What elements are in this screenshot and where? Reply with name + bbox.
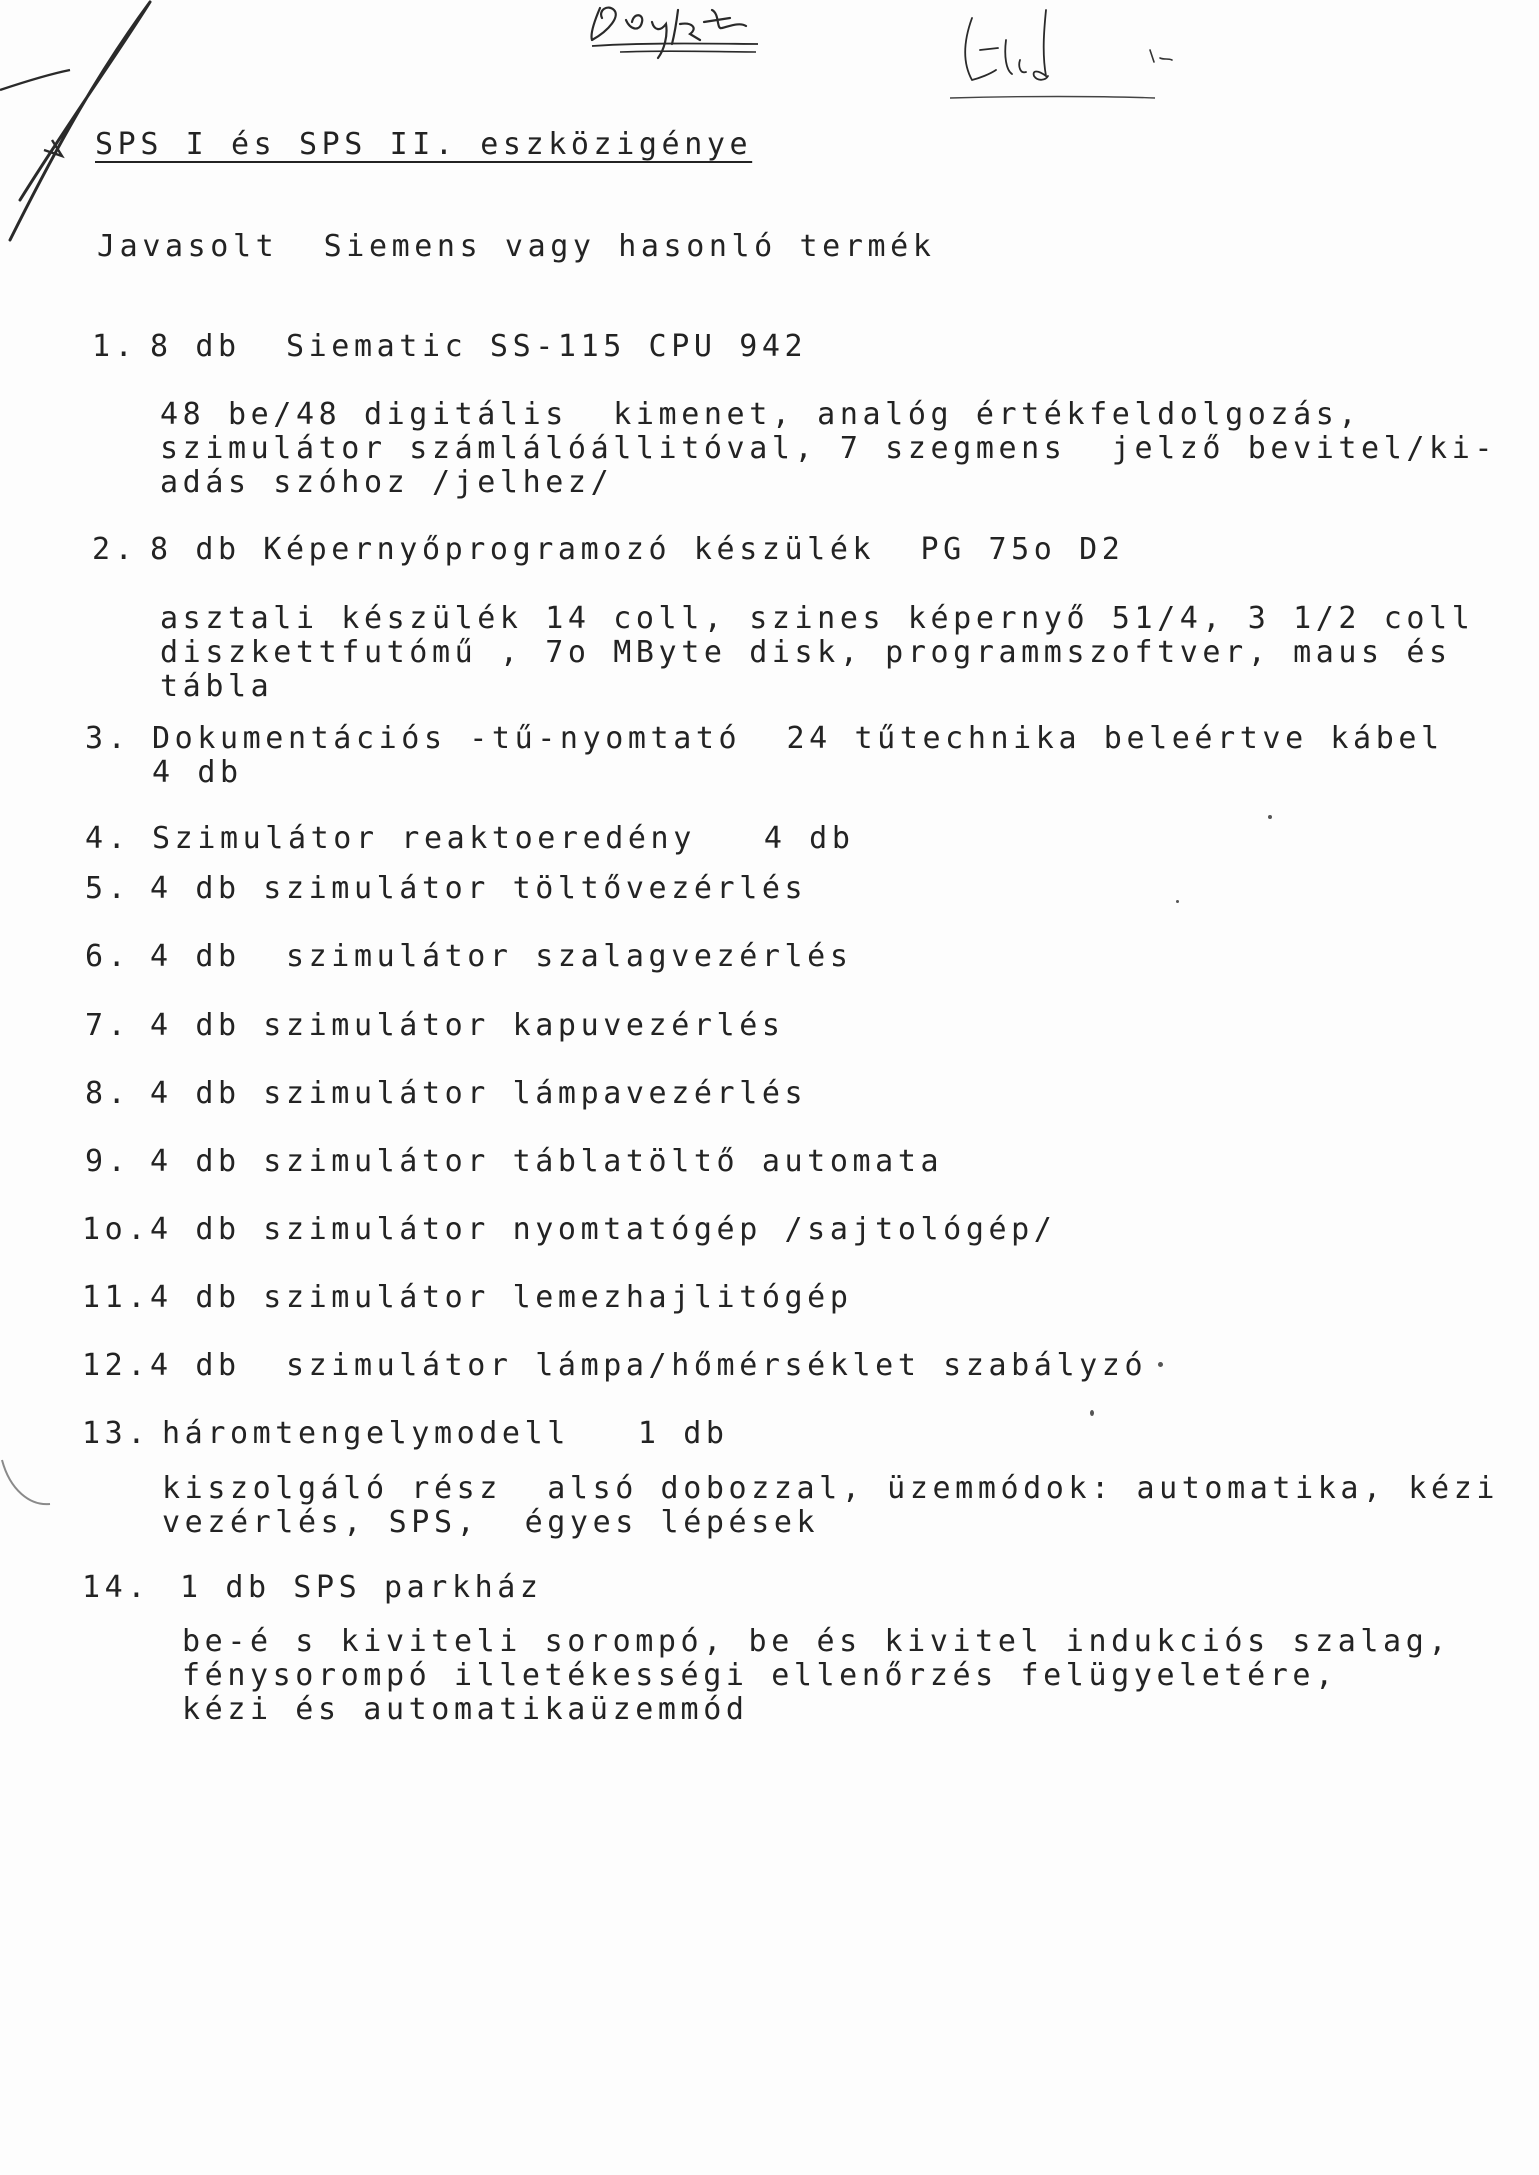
item-9-number: 9.	[85, 1144, 131, 1179]
item-7-number: 7.	[85, 1008, 131, 1043]
item-2-heading: 8 db Képernyőprogramozó készülék PG 75o D2	[150, 532, 1125, 567]
item-3-heading: Dokumentációs -tű-nyomtató 24 tűtechnika beleértve kábel	[152, 721, 1444, 756]
item-13-heading: háromtengelymodell 1 db	[162, 1416, 729, 1451]
item-1-body-line-1: 48 be/48 digitális kimenet, analóg értékfeldolgozás,	[160, 397, 1362, 432]
item-10-number: 1o.	[82, 1212, 150, 1247]
item-10-heading: 4 db szimulátor nyomtatógép /sajtológép/	[150, 1212, 1057, 1247]
item-13-body-line-1: kiszolgáló rész alsó dobozzal, üzemmódok: automatika, kézi	[162, 1471, 1500, 1506]
item-2-number: 2.	[92, 532, 138, 567]
item-13-body-line-2: vezérlés, SPS, égyes lépések	[162, 1505, 820, 1540]
item-14-heading: 1 db SPS parkház	[180, 1570, 543, 1605]
margin-curve-left	[0, 1450, 60, 1520]
item-1-body-line-3: adás szóhoz /jelhez/	[160, 465, 614, 500]
item-2-body-line-3: tábla	[160, 669, 274, 704]
page-title: SPS I és SPS II. eszközigénye	[95, 127, 753, 162]
item-9-heading: 4 db szimulátor táblatöltő automata	[150, 1144, 944, 1179]
item-14-body-line-3: kézi és automatikaüzemmód	[182, 1692, 749, 1727]
item-14-body-line-1: be-é s kiviteli sorompó, be és kivitel indukciós szalag,	[182, 1624, 1452, 1659]
item-3-body-line-1: 4 db	[152, 755, 243, 790]
handwritten-initials-top-right	[950, 0, 1190, 110]
item-6-number: 6.	[85, 939, 131, 974]
item-14-body-line-2: fénysorompó illetékességi ellenőrzés felügyeletére,	[182, 1658, 1338, 1693]
speck-4	[1176, 900, 1179, 903]
item-8-heading: 4 db szimulátor lámpavezérlés	[150, 1076, 808, 1111]
item-14-number: 14.	[82, 1570, 150, 1605]
handwritten-signature-top	[580, 0, 900, 70]
item-1-heading: 8 db Siematic SS-115 CPU 942	[150, 329, 808, 364]
item-5-heading: 4 db szimulátor töltővezérlés	[150, 871, 808, 906]
item-6-heading: 4 db szimulátor szalagvezérlés	[150, 939, 853, 974]
item-3-number: 3.	[85, 721, 131, 756]
item-11-heading: 4 db szimulátor lemezhajlitógép	[150, 1280, 853, 1315]
item-12-number: 12.	[82, 1348, 150, 1383]
item-11-number: 11.	[82, 1280, 150, 1315]
item-2-body-line-2: diszkettfutómű , 7o MByte disk, programmszoftver, maus és	[160, 635, 1452, 670]
item-12-heading: 4 db szimulátor lámpa/hőmérséklet szabályzó	[150, 1348, 1148, 1383]
speck-3	[1090, 1410, 1094, 1416]
speck-1	[1268, 815, 1272, 819]
item-5-number: 5.	[85, 871, 131, 906]
item-13-number: 13.	[82, 1416, 150, 1451]
item-7-heading: 4 db szimulátor kapuvezérlés	[150, 1008, 785, 1043]
item-4-heading: Szimulátor reaktoeredény 4 db	[152, 821, 855, 856]
item-8-number: 8.	[85, 1076, 131, 1111]
speck-2	[1158, 1362, 1163, 1367]
item-1-body-line-2: szimulátor számlálóállitóval, 7 szegmens jelző bevitel/ki-	[160, 431, 1498, 466]
item-1-number: 1.	[92, 329, 138, 364]
item-2-body-line-1: asztali készülék 14 coll, szines képernyő 51/4, 3 1/2 coll	[160, 601, 1475, 636]
intro-line: Javasolt Siemens vagy hasonló termék	[97, 229, 936, 264]
item-4-number: 4.	[85, 821, 131, 856]
